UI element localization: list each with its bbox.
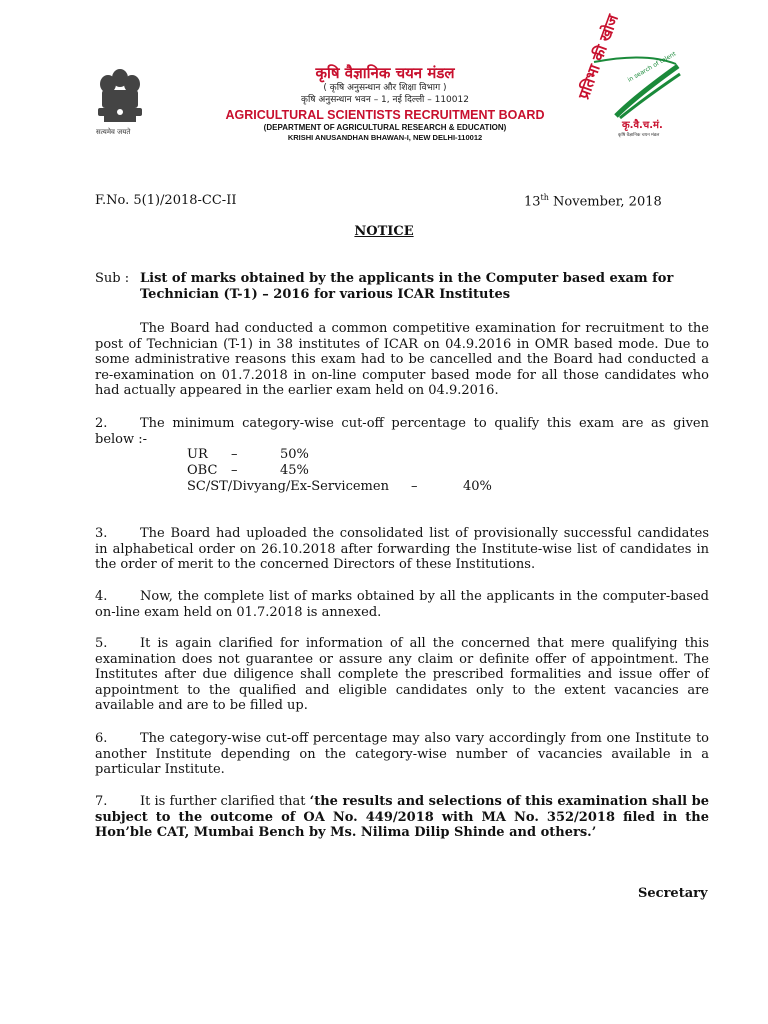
logo-text-en: in search of talent xyxy=(626,50,678,84)
cutoff-sc-category: SC/ST/Divyang/Ex-Servicemen xyxy=(187,479,389,494)
file-number: F.No. 5(1)/2018-CC-II xyxy=(95,193,237,208)
letterhead xyxy=(210,64,560,143)
signature-title: Secretary xyxy=(638,886,708,901)
hindi-subtitle: ( कृषि अनुसन्धान और शिक्षा विभाग ) xyxy=(323,83,447,93)
paragraph-3: 3. The Board had uploaded the consolidated list of provisionally successful candidates in alphabetical order on 26.10.2018 after forwarding the Institute-wise list of candidates in the order of merit to the concerned Directors of these Institutions. xyxy=(95,526,709,573)
subject-text: List of marks obtained by the applicants in the Computer based exam for Technician (T-1) – 2016 for various ICAR Institutes xyxy=(140,271,674,302)
cutoff-ur-dash: – xyxy=(231,447,238,462)
hindi-title: कृषि वैज्ञानिक चयन मंडल xyxy=(315,64,455,82)
cutoff-obc-dash: – xyxy=(231,463,238,478)
subject-label: Sub : xyxy=(95,271,130,286)
hindi-address: कृषि अनुसन्धान भवन – 1, नई दिल्ली – 110012 xyxy=(301,95,469,105)
notice-date: 13th November, 2018 xyxy=(524,193,662,210)
board-address: KRISHI ANUSANDHAN BHAWAN-I, NEW DELHI-110012 xyxy=(287,133,483,142)
paragraph-7: 7. It is further clarified that ‘the results and selections of this examination shall be subject to the outcome of OA No. 449/2018 with MA No. 352/2018 filed in the Hon’ble CAT, Mumbai Bench by Ms. Nilima Dilip Shinde and others.’ xyxy=(95,794,709,841)
logo-caption: कृषि वैज्ञानिक चयन मंडल xyxy=(618,133,660,138)
logo-text: प्रतिभा की खोज xyxy=(574,12,622,102)
cutoff-obc-value: 45% xyxy=(280,463,309,478)
board-name: AGRICULTURAL SCIENTISTS RECRUITMENT BOARD xyxy=(225,108,545,122)
cutoff-sc-dash: – xyxy=(411,479,418,494)
department-name: (DEPARTMENT OF AGRICULTURAL RESEARCH & EDUCATION) xyxy=(263,123,507,132)
paragraph-1: The Board had conducted a common competitive examination for recruitment to the post of Technician (T-1) in 38 institutes of ICAR on 04.9.2016 in OMR based mode. Due to some administrative reasons this exam had to be cancelled and the Board had conducted a re-examination on 01.7.2018 in on-line computer based mode for all those candidates who had actually appeared in the earlier exam held on 04.9.2016. xyxy=(95,321,709,399)
paragraph-4: 4. Now, the complete list of marks obtained by all the applicants in the computer-based on-line exam held on 01.7.2018 is annexed. xyxy=(95,589,709,620)
cutoff-ur-value: 50% xyxy=(280,447,309,462)
emblem-caption: सत्यमेव जयते xyxy=(96,128,131,136)
paragraph-2: 2. The minimum category-wise cut-off percentage to qualify this exam are as given below :- xyxy=(95,416,709,447)
asrb-logo-icon xyxy=(574,12,686,138)
notice-title: NOTICE xyxy=(354,224,414,239)
paragraph-5: 5. It is again clarified for information of all the concerned that mere qualifying this examination does not guarantee or assure any claim or definite offer of appointment. The Institutes after due diligence shall complete the prescribed formalities and issue offer of appointment to the qualified and eligible candidates only to the extent vacancies are available and are to be filled up. xyxy=(95,636,709,714)
cutoff-ur-category: UR xyxy=(187,447,208,462)
logo-abbr: कृ.वै.च.मं. xyxy=(622,120,663,131)
national-emblem-icon xyxy=(88,64,152,138)
paragraph-6: 6. The category-wise cut-off percentage may also vary accordingly from one Institute to another Institute depending on the category-wise number of vacancies available in a particular Institute. xyxy=(95,731,709,778)
cutoff-obc-category: OBC xyxy=(187,463,218,478)
cutoff-sc-value: 40% xyxy=(463,479,492,494)
